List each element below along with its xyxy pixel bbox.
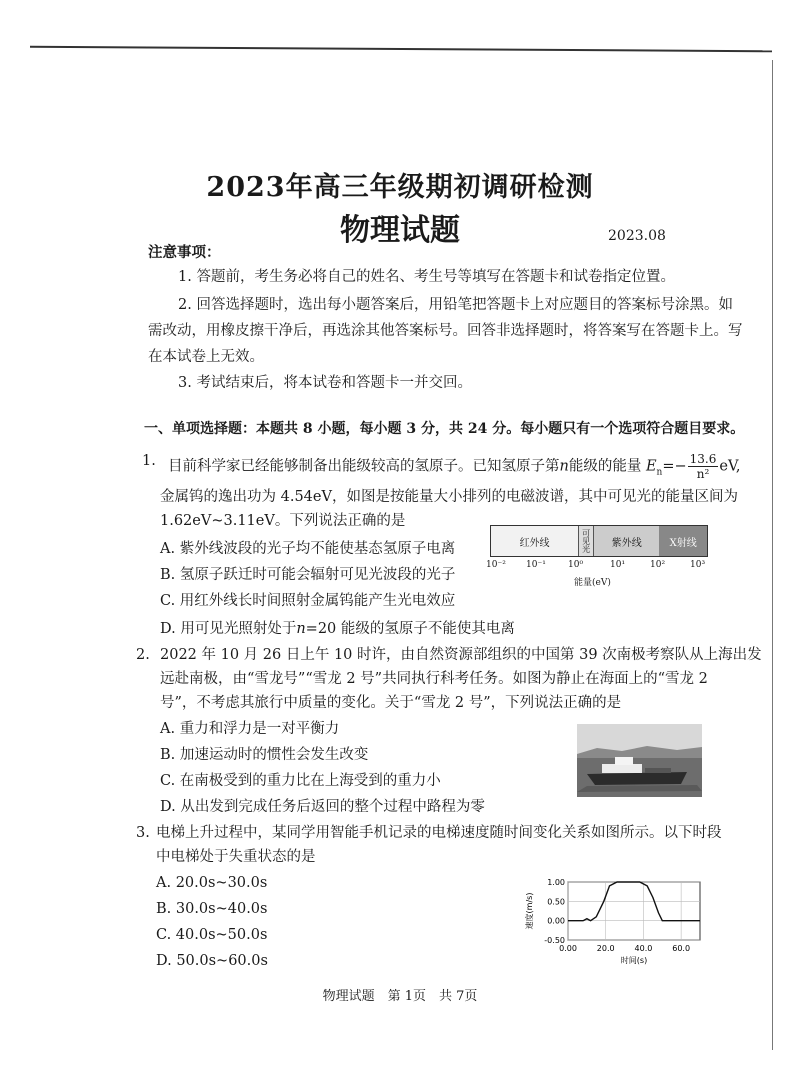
x-tick-label: 40.0: [634, 944, 653, 953]
spectrum-tick: 10⁻²: [486, 560, 506, 570]
q1-stem-line2: 金属钨的逸出功为 4.54eV，如图是按能量大小排列的电磁波谱，其中可见光的能量区间为: [160, 489, 738, 505]
y-tick-label: -0.50: [544, 936, 565, 945]
q2-stem-line3: 号”，不考虑其旅行中质量的变化。关于“雪龙 2 号”，下列说法正确的是: [160, 695, 622, 711]
q2-stem-line1: 2022 年 10 月 26 日上午 10 时许，由自然资源部组织的中国第 39 次南极考察队从上海出发: [160, 647, 762, 663]
q2-option-c: C. 在南极受到的重力比在上海受到的重力小: [160, 773, 441, 789]
velocity-time-chart: [522, 872, 712, 972]
q2-stem-line2: 远赴南极，由“雪龙号”“雪龙 2 号”共同执行科考任务。如图为静止在海面上的“雪龙 2: [160, 671, 708, 687]
q1-option-a: A. 紫外线波段的光子均不能使基态氢原子电离: [160, 541, 456, 557]
q2-option-b: B. 加速运动时的惯性会发生改变: [160, 747, 369, 763]
spectrum-tick: 10⁰: [568, 560, 584, 570]
q3-stem-line2: 中电梯处于失重状态的是: [156, 849, 316, 865]
spectrum-diagram: [490, 525, 708, 557]
energy-fraction: $\frac{13.6}{\text{n²}}$: [689, 452, 717, 481]
q3-option-c: C. 40.0s~50.0s: [156, 927, 268, 943]
y-axis-label: 速度(m/s): [525, 892, 534, 930]
q1-number: 1.: [142, 453, 156, 469]
q2-option-a: A. 重力和浮力是一对平衡力: [160, 721, 340, 737]
band-visible: 可见光: [578, 526, 594, 556]
q1-stem-line1: 目前科学家已经能够制备出能级较高的氢原子。已知氢原子第n能级的能量 $E_n=-$ $\frac{13.6}{\text{n²}}$ eV,: [168, 452, 741, 481]
exam-title: 2023年高三年级期初调研检测: [206, 172, 594, 203]
exam-date: 2023.08: [608, 228, 666, 244]
top-rule: [30, 46, 772, 53]
spectrum-tick: 10⁻¹: [526, 560, 546, 570]
q3-number: 3.: [136, 825, 150, 841]
x-tick-label: 0.00: [559, 944, 577, 953]
note-item: 3. 考试结束后，将本试卷和答题卡一并交回。: [178, 375, 472, 391]
page-footer: 物理试题 第 1页 共 7页: [322, 989, 478, 1004]
q2-number: 2.: [136, 647, 150, 663]
y-tick-label: 1.00: [547, 878, 565, 887]
icebreaker-ship-photo: [577, 724, 702, 797]
band-infrared: 红外线: [491, 526, 578, 556]
x-tick-label: 20.0: [596, 944, 615, 953]
x-axis-label: 时间(s): [620, 956, 648, 965]
note-item: 2. 回答选择题时，选出每小题答案后，用铅笔把答题卡上对应题目的答案标号涂黑。如: [178, 297, 733, 313]
x-tick-label: 60.0: [672, 944, 691, 953]
q3-stem-line1: 电梯上升过程中，某同学用智能手机记录的电梯速度随时间变化关系如图所示。以下时段: [156, 825, 722, 841]
spectrum-tick: 10²: [650, 560, 666, 570]
y-tick-label: 0.00: [547, 916, 565, 926]
q1-option-b: B. 氢原子跃迁时可能会辐射可见光波段的光子: [160, 567, 456, 583]
spectrum-xlabel: 能量(eV): [574, 578, 611, 588]
note-item: 1. 答题前，考生务必将自己的姓名、考生号等填写在答题卡和试卷指定位置。: [178, 269, 675, 285]
q2-option-d: D. 从出发到完成任务后返回的整个过程中路程为零: [160, 799, 485, 815]
notes-heading: 注意事项：: [148, 244, 221, 261]
subject-title: 物理试题: [340, 213, 460, 248]
band-ultraviolet: 紫外线: [594, 526, 659, 556]
q3-option-a: A. 20.0s~30.0s: [156, 875, 268, 891]
q3-option-b: B. 30.0s~40.0s: [156, 901, 268, 917]
q1-option-d: D. 用可见光照射处于n=20 能级的氢原子不能使其电离: [160, 621, 515, 637]
q3-option-d: D. 50.0s~60.0s: [156, 953, 268, 969]
plot-area: [568, 882, 700, 940]
spectrum-tick: 10¹: [610, 560, 626, 570]
section-heading: 一、单项选择题：本题共 8 小题，每小题 3 分，共 24 分。每小题只有一个选项符合题目要求。: [144, 421, 745, 437]
band-xray: X射线: [659, 526, 707, 556]
y-tick-label: 0.50: [547, 897, 565, 907]
note-item: 需改动，用橡皮擦干净后，再选涂其他答案标号。回答非选择题时，将答案写在答题卡上。写: [148, 323, 743, 339]
q1-stem-line3: 1.62eV~3.11eV。下列说法正确的是: [160, 513, 406, 529]
note-item: 在本试卷上无效。: [148, 349, 264, 365]
q1-option-c: C. 用红外线长时间照射金属钨能产生光电效应: [160, 593, 456, 609]
spectrum-tick: 10³: [690, 560, 706, 570]
